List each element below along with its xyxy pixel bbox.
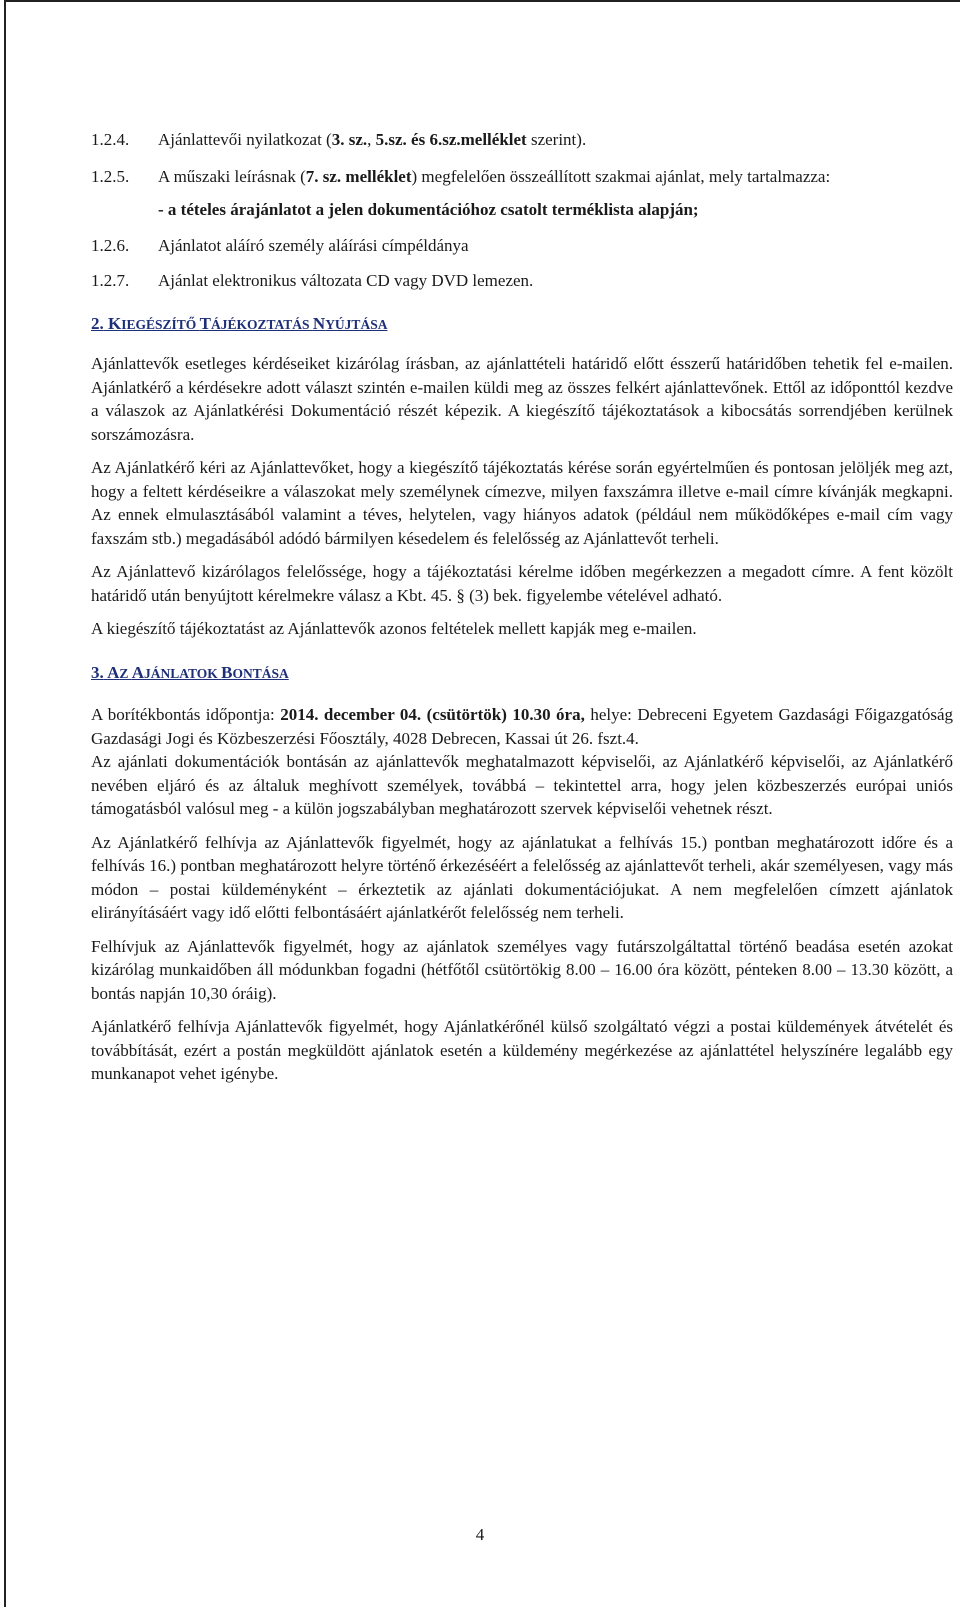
list-item-1-2-7 — [91, 269, 953, 293]
paragraph: Az ajánlati dokumentációk bontásán az ajánlattevők meghatalmazott képviselői, az Ajánlatkérő képviselői, az Ajánlatkérő nevében eljáró és az általuk meghívott személyek, továbbá – tekintettel arra, hogy jelen közbeszerzés európai uniós támogatásból valósul meg - a külön jogszabályban meghatározott szervek képviselői vehetnek részt. — [91, 752, 953, 818]
item-number: 1.2.4. — [91, 130, 130, 149]
item-number: 1.2.7. — [91, 271, 130, 290]
item-number: 1.2.5. — [91, 166, 130, 186]
item-text: A műszaki leírásnak (7. sz. melléklet) megfelelően összeállított szakmai ajánlat, mely tartalmazza: — [158, 166, 831, 186]
item-text: Ajánlattevői nyilatkozat (3. sz., 5.sz. és 6.sz.melléklet szerint). — [158, 130, 587, 149]
item-text: Ajánlat elektronikus változata CD vagy DVD lemezen. — [158, 271, 534, 290]
page-number: 4 — [475, 1525, 485, 1544]
item-text: Ajánlatot aláíró személy aláírási címpéldánya — [158, 235, 469, 255]
list-item-1-2-4 — [91, 128, 953, 152]
paragraph: Ajánlatkérő felhívja Ajánlattevők figyelmét, hogy Ajánlatkérőnél külső szolgáltató végzi a postai küldemények átvételét és továbbítását, ezért a postán megküldött ajánlatok esetén a küldemény megérkezése az ajánlattétel helyszínére legalább egy munkanapot vehet igénybe. — [91, 1017, 953, 1083]
paragraph: A kiegészítő tájékoztatást az Ajánlattevők azonos feltételek mellett kapják meg e-mailen. — [91, 619, 697, 638]
section-2-heading: 2. KIEGÉSZÍTŐ TÁJÉKOZTATÁS NYÚJTÁSA — [91, 313, 388, 333]
paragraph: Az Ajánlatkérő kéri az Ajánlattevőket, hogy a kiegészítő tájékoztatás kérése során egyértelműen és pontosan jelöljék meg azt, hogy a feltett kérdéseikre a válaszokat mely személynek címezve, milyen faxszámra illetve e-mail címre kívánják megkapni. Az ennek elmulasztásából valamint a téves, helytelen, vagy hiányos adatok (például nem működőképes e-mail cím vagy faxszám stb.) megadásából adódó bármilyen késedelem és felelősség az Ajánlattevőt terheli. — [91, 458, 953, 548]
paragraph: Ajánlattevők esetleges kérdéseiket kizárólag írásban, az ajánlattételi határidő előtt ésszerű határidőben tehetik fel e-mailen. Ajánlatkérő a kérdésekre adott választ szintén e-mailen küldi meg az összes felkért ajánlattevőnek. Ettől az időponttól kezdve a válaszok az Ajánlatkérési Dokumentáció részét képezik. A kiegészítő tájékoztatások a kibocsátás sorrendjében kerülnek sorszámozásra. — [91, 354, 953, 444]
page-border-left — [4, 0, 6, 1607]
section-3-heading: 3. AZ AJÁNLATOK BONTÁSA — [91, 662, 289, 682]
item-number: 1.2.6. — [91, 235, 130, 255]
list-item-1-2-5 — [91, 165, 953, 189]
list-item-1-2-6 — [91, 234, 953, 258]
price-list-line: - a tételes árajánlatot a jelen dokumentációhoz csatolt terméklista alapján; — [158, 200, 699, 219]
paragraph: Az Ajánlatkérő felhívja az Ajánlattevők figyelmét, hogy az ajánlatukat a felhívás 15.) pontban meghatározott időre és a felhívás 16.) pontban meghatározott helyre történő érkezéséért a felelősség az ajánlattevőt terheli, akár személyesen, vagy más módon – postai küldeményként – érkeztetik az ajánlati dokumentációjukat. A nem megfelelően címzett ajánlatok elirányításáért vagy idő előtti felbontásáért ajánlatkérőt felelősség nem terheli. — [91, 832, 953, 922]
paragraph: Az Ajánlattevő kizárólagos felelőssége, hogy a tájékoztatási kérelme időben megérkezzen a megadott címre. A fent közölt határidő után benyújtott kérelmekre válasz a Kbt. 45. § (3) bek. figyelembe vételével adható. — [91, 562, 953, 605]
page-border-top — [4, 0, 960, 2]
document-page — [91, 128, 953, 1086]
opening-paragraph: A borítékbontás időpontja: 2014. december 04. (csütörtök) 10.30 óra, helye: Debreceni Egyetem Gazdasági Főigazgatóság Gazdasági Jogi és Közbeszerzési Főosztály, 4028 Debrecen, Kassai út 26. fszt.4. — [91, 705, 953, 748]
paragraph: Felhívjuk az Ajánlattevők figyelmét, hogy az ajánlatok személyes vagy futárszolgáltattal történő beadása esetén azokat kizárólag munkaidőben áll módunkban fogadni (hétfőtől csütörtökig 8.00 – 16.00 óra között, pénteken 8.00 – 13.30 között, a bontás napján 10,30 óráig). — [91, 936, 953, 1003]
